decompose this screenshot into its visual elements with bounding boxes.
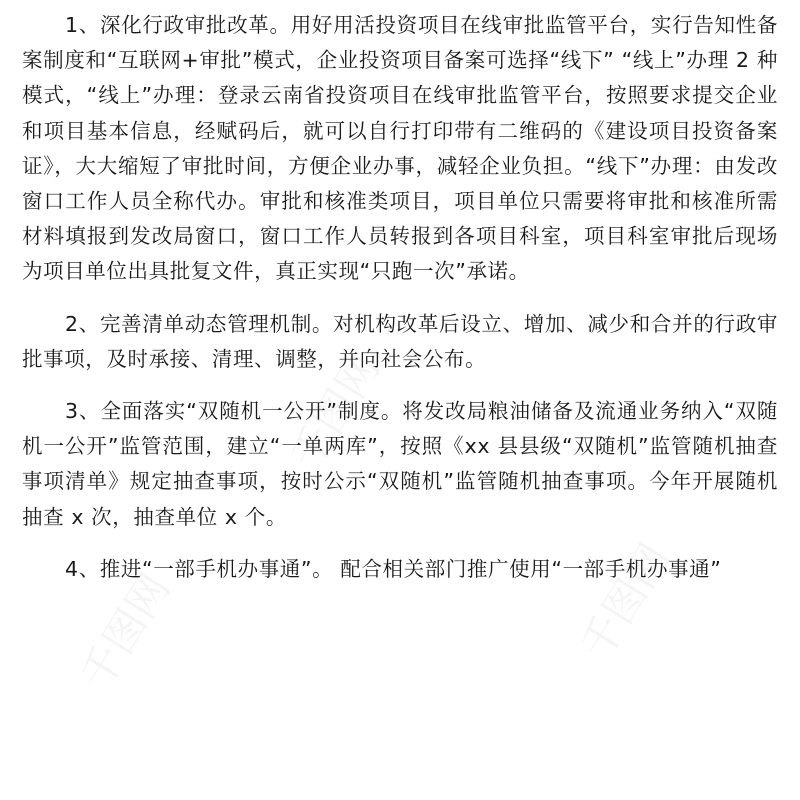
paragraph-3: 3、全面落实“双随机一公开”制度。将发改局粮油储备及流通业务纳入“双随机一公开”监管范围，建立“一单两库”，按照《xx 县县级“双随机”监管随机抽查事项清单》规定抽查事项，按时公示“双随机”监管随机抽查事项。今年开展随机抽查 x 次，抽查单位 x 个。 <box>22 399 778 529</box>
watermark: 千图网 <box>70 564 180 698</box>
paragraph-1: 1、深化行政审批改革。用好用活投资项目在线审批监管平台，实行告知性备案制度和“互联网+审批”模式，企业投资项目备案可选择“线下” “线上”办理 2 种模式，“线上”办理：登录云南省投资项目在线审批监管平台，按照要求提交企业和项目基本信息，经赋码后，就可以自行打印带有二维码的《建设项目投资备案证》，大大缩短了审批时间，方便企业办事，减轻企业负担。“线下”办理：由发改窗口工作人员全称代办。审批和核准类项目，项目单位只需要将审批和核准所需材料填报到发改局窗口，窗口工作人员转报到各项目科室，项目科室审批后现场为项目单位出具批复文件，真正实现“只跑一次”承诺。 <box>22 13 778 284</box>
paragraph-2: 2、完善清单动态管理机制。对机构改革后设立、增加、减少和合并的行政审批事项，及时承接、清理、调整，并向社会公布。 <box>22 311 778 371</box>
paragraph-4: 4、推进“一部手机办事通”。 配合相关部门推广使用“一部手机办事通” <box>65 556 722 581</box>
document-body <box>22 8 778 604</box>
watermark: 千图网 <box>570 534 680 668</box>
watermark: 千图网 <box>280 344 390 478</box>
